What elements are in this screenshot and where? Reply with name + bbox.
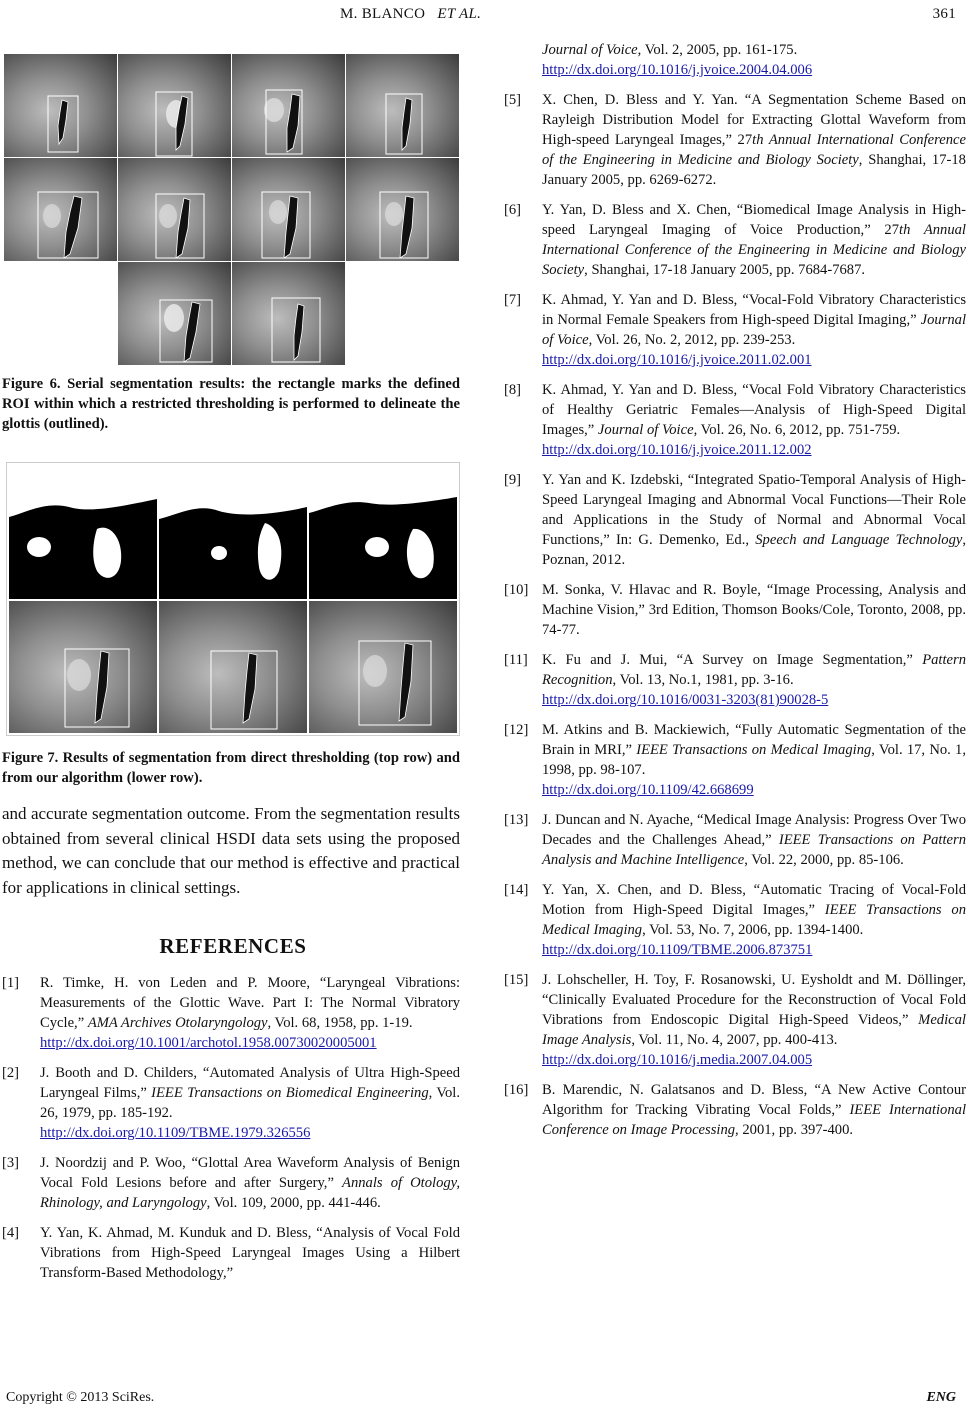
reference-source: Annals of Otology, Rhinology, and Laryngology bbox=[40, 1175, 461, 1211]
reference-number: [13] bbox=[504, 812, 529, 828]
reference-number: [8] bbox=[504, 382, 522, 398]
reference-item bbox=[504, 1080, 966, 1140]
reference-doi-link[interactable]: http://dx.doi.org/10.1109/TBME.1979.326556 bbox=[40, 1125, 311, 1141]
figure-7-caption: Figure 7. Results of segmentation from direct thresholding (top row) and from our algorithm (lower row). bbox=[2, 750, 460, 786]
reference-details: , Vol. 17, No. 1, 1998, pp. 98-107. bbox=[542, 742, 967, 778]
reference-number: [10] bbox=[504, 582, 529, 598]
journal-abbrev: ENG bbox=[926, 1390, 956, 1405]
body-paragraph: and accurate segmentation outcome. From the segmentation results obtained from several clinical HSDI data sets using the proposed method, we can conclude that our method is effective and practical for applications in clinical settings. bbox=[2, 804, 460, 897]
fig6-frame bbox=[4, 158, 117, 261]
reference-doi-link[interactable]: http://dx.doi.org/10.1016/j.jvoice.2004.04.006 bbox=[542, 62, 813, 78]
reference-number: [5] bbox=[504, 92, 522, 108]
reference-details: , 2001, pp. 397-400. bbox=[735, 1122, 854, 1138]
reference-source: IEEE Transactions on Medical Imaging bbox=[542, 902, 966, 938]
reference-source: th Annual International Conference of the Engineering in Medicine and Biology Society bbox=[542, 222, 966, 278]
reference-text: J. Duncan and N. Ayache, “Medical Image Analysis: Progress Over Two Decades and the Challenges Ahead,” bbox=[542, 812, 966, 848]
copyright-notice: Copyright © 2013 SciRes. bbox=[6, 1390, 155, 1405]
reference-source: IEEE Transactions on Pattern Analysis and Machine Intelligence bbox=[542, 832, 966, 868]
reference-details: , Vol. 26, No. 6, 2012, pp. 751-759. bbox=[693, 422, 901, 438]
reference-text: M. Atkins and B. Mackiewich, “Fully Automatic Segmentation of the Brain in MRI,” bbox=[542, 722, 966, 758]
reference-source: Speech and Language Technology bbox=[755, 532, 963, 548]
fig6-frame bbox=[118, 262, 231, 365]
reference-details: , Poznan, 2012. bbox=[542, 532, 966, 568]
reference-text: Y. Yan and K. Izdebski, “Integrated Spatio-Temporal Analysis of High-Speed Laryngeal Imaging and Abnormal Vocal Functions—Their Role and Applications in the Study of Normal and Abnormal Vocal Functions,” In: G. Demenko, Ed., bbox=[542, 472, 966, 548]
reference-number: [14] bbox=[504, 882, 529, 898]
reference-item bbox=[504, 200, 966, 280]
reference-item bbox=[2, 1063, 460, 1143]
references-heading: REFERENCES bbox=[159, 934, 307, 958]
header-authors: M. BLANCO ET AL. bbox=[340, 6, 482, 22]
reference-details: , Vol. 68, 1958, pp. 1-19. bbox=[267, 1015, 413, 1031]
reference-details: , Shanghai, 17-18 January 2005, pp. 6269-6272. bbox=[542, 152, 966, 188]
reference-doi-link[interactable]: http://dx.doi.org/10.1016/0031-3203(81)90028-5 bbox=[542, 692, 829, 708]
reference-text: Y. Yan, D. Bless and X. Chen, “Biomedical Image Analysis in High-speed Laryngeal Imaging of Voice Production,” 27 bbox=[542, 202, 966, 238]
references-list-right bbox=[504, 40, 966, 1140]
fig7-algorithm-frame bbox=[159, 601, 307, 733]
reference-item bbox=[504, 470, 966, 570]
reference-details: , Vol. 11, No. 4, 2007, pp. 400-413. bbox=[631, 1032, 838, 1048]
fig7-algorithm-frame bbox=[9, 601, 157, 733]
reference-item bbox=[504, 810, 966, 870]
reference-number: [4] bbox=[2, 1225, 20, 1241]
reference-number: [3] bbox=[2, 1155, 20, 1171]
reference-source: Journal of Voice bbox=[542, 42, 638, 58]
reference-details: , Vol. 109, 2000, pp. 441-446. bbox=[206, 1195, 381, 1211]
reference-source: IEEE International Conference on Image Processing bbox=[542, 1102, 966, 1138]
reference-number: [16] bbox=[504, 1082, 529, 1098]
reference-doi-link[interactable]: http://dx.doi.org/10.1016/j.jvoice.2011.02.001 bbox=[542, 352, 812, 368]
reference-item bbox=[504, 650, 966, 710]
figure-6-caption: Figure 6. Serial segmentation results: the rectangle marks the defined ROI within which a restricted thresholding is performed to delineate the glottis (outlined). bbox=[2, 376, 460, 432]
reference-source: Journal of Voice bbox=[597, 422, 694, 438]
fig7-algorithm-frame bbox=[309, 601, 457, 733]
fig7-threshold-frame bbox=[159, 467, 307, 599]
reference-source: IEEE Transactions on Biomedical Engineering bbox=[151, 1085, 429, 1101]
fig7-threshold-frame bbox=[9, 467, 157, 599]
reference-number: [2] bbox=[2, 1065, 20, 1081]
reference-doi-link[interactable]: http://dx.doi.org/10.1001/archotol.1958.00730020005001 bbox=[40, 1035, 377, 1051]
fig6-frame bbox=[346, 54, 459, 157]
fig6-frame bbox=[4, 54, 117, 157]
reference-details: , Vol. 53, No. 7, 2006, pp. 1394-1400. bbox=[642, 922, 864, 938]
reference-doi-link[interactable]: http://dx.doi.org/10.1016/j.jvoice.2011.12.002 bbox=[542, 442, 812, 458]
reference-text: K. Ahmad, Y. Yan and D. Bless, “Vocal Fold Vibratory Characteristics of Healthy Geriatric Females—Analysis of High-Speed Digital Images,” bbox=[542, 382, 966, 438]
reference-doi-link[interactable]: http://dx.doi.org/10.1016/j.media.2007.04.005 bbox=[542, 1052, 813, 1068]
left-column bbox=[2, 40, 464, 1293]
reference-number: [7] bbox=[504, 292, 522, 308]
reference-item bbox=[504, 290, 966, 370]
reference-details: , Vol. 26, 1979, pp. 185-192. bbox=[40, 1085, 460, 1121]
reference-source: IEEE Transactions on Medical Imaging bbox=[636, 742, 872, 758]
reference-source: Journal of Voice bbox=[542, 312, 966, 348]
reference-number: [9] bbox=[504, 472, 522, 488]
reference-number: [1] bbox=[2, 975, 20, 991]
fig6-frame bbox=[232, 158, 345, 261]
reference-doi-link[interactable]: http://dx.doi.org/10.1109/42.668699 bbox=[542, 782, 754, 798]
reference-details: , Vol. 22, 2000, pp. 85-106. bbox=[744, 852, 904, 868]
reference-text: M. Sonka, V. Hlavac and R. Boyle, “Image Processing, Analysis and Machine Vision,” 3rd Edition, Thomson Books/Cole, Toronto, 2008, pp. 74-77. bbox=[542, 582, 966, 638]
fig7-threshold-frame bbox=[309, 467, 457, 599]
reference-item bbox=[504, 880, 966, 960]
reference-number: [15] bbox=[504, 972, 529, 988]
fig6-frame bbox=[232, 54, 345, 157]
reference-item bbox=[504, 380, 966, 460]
reference-text: J. Noordzij and P. Woo, “Glottal Area Waveform Analysis of Benign Vocal Fold Lesions before and after Surgery,” bbox=[40, 1155, 460, 1191]
reference-item bbox=[504, 90, 966, 190]
fig6-frame bbox=[232, 262, 345, 365]
reference-source: AMA Archives Otolaryngology bbox=[87, 1015, 268, 1031]
reference-text: J. Booth and D. Childers, “Automated Analysis of Ultra High-Speed Laryngeal Films,” bbox=[40, 1065, 460, 1101]
reference-number: [12] bbox=[504, 722, 529, 738]
reference-text: Y. Yan, X. Chen, and D. Bless, “Automatic Tracing of Vocal-Fold Motion from High-Speed Digital Images,” bbox=[542, 882, 966, 918]
fig6-frame bbox=[118, 158, 231, 261]
reference-item bbox=[504, 40, 966, 80]
fig6-frame bbox=[346, 158, 459, 261]
reference-item bbox=[504, 580, 966, 640]
reference-details: , Vol. 2, 2005, pp. 161-175. bbox=[637, 42, 798, 58]
page-number: 361 bbox=[932, 6, 956, 22]
reference-number: [11] bbox=[504, 652, 528, 668]
reference-text: K. Ahmad, Y. Yan and D. Bless, “Vocal-Fold Vibratory Characteristics in Normal Female Speakers from High-speed Digital Imaging,” bbox=[542, 292, 966, 328]
reference-text: R. Timke, H. von Leden and P. Moore, “Laryngeal Vibrations: Measurements of the Glottic Wave. Part I: The Normal Vibratory Cycle,” bbox=[40, 975, 460, 1031]
reference-details: , Vol. 26, No. 2, 2012, pp. 239-253. bbox=[588, 332, 796, 348]
reference-item bbox=[504, 720, 966, 800]
reference-item bbox=[2, 973, 460, 1053]
reference-item bbox=[504, 970, 966, 1070]
reference-number: [6] bbox=[504, 202, 522, 218]
reference-text: B. Marendic, N. Galatsanos and D. Bless, “A New Active Contour Algorithm for Tracking Vibrating Vocal Folds,” bbox=[542, 1082, 966, 1118]
reference-text: J. Lohscheller, H. Toy, F. Rosanowski, U. Eysholdt and M. Döllinger, “Clinically Evaluated Procedure for the Reconstruction of Vocal Fold Vibrations from Endoscopic Digital High-Speed Videos,” bbox=[542, 972, 966, 1028]
fig6-frame bbox=[118, 54, 231, 157]
reference-text: K. Fu and J. Mui, “A Survey on Image Segmentation,” bbox=[542, 652, 923, 668]
reference-details: , Shanghai, 17-18 January 2005, pp. 7684-7687. bbox=[584, 262, 866, 278]
figure-6 bbox=[4, 40, 464, 366]
reference-source: th Annual International Conference of the Engineering in Medicine and Biology Society bbox=[542, 132, 967, 168]
reference-text: X. Chen, D. Bless and Y. Yan. “A Segmentation Scheme Based on Rayleigh Distribution Model for Extracting Glottal Waveform from High-speed Laryngeal Images,” 27 bbox=[542, 92, 966, 148]
references-list-left bbox=[2, 973, 464, 1283]
reference-doi-link[interactable]: http://dx.doi.org/10.1109/TBME.2006.873751 bbox=[542, 942, 813, 958]
figure-7 bbox=[6, 462, 460, 736]
reference-item bbox=[2, 1223, 460, 1283]
reference-item bbox=[2, 1153, 460, 1213]
reference-details: , Vol. 13, No.1, 1981, pp. 3-16. bbox=[612, 672, 794, 688]
reference-source: Pattern Recognition bbox=[542, 652, 966, 688]
reference-text: Y. Yan, K. Ahmad, M. Kunduk and D. Bless, “Analysis of Vocal Fold Vibrations from High-Speed Laryngeal Images Using a Hilbert Transform-Based Methodology,” bbox=[40, 1225, 460, 1281]
right-column bbox=[504, 40, 966, 1150]
reference-source: Medical Image Analysis bbox=[542, 1012, 966, 1048]
